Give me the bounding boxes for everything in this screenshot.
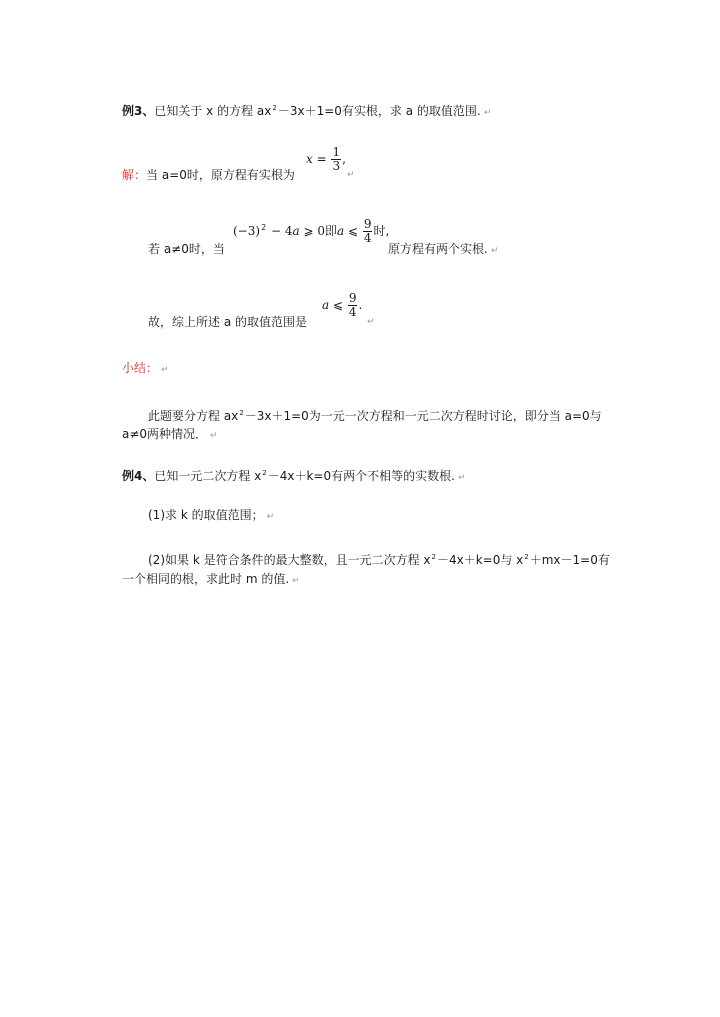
solution-line-2-tail xyxy=(388,241,498,259)
fraction-one-third xyxy=(331,146,341,173)
question-2-sup-2: 2 xyxy=(524,553,529,561)
summary-paragraph-line-2 xyxy=(122,426,218,444)
question-1-text: (1)求 k 的取值范围； xyxy=(148,508,264,522)
fraction-denominator: 4 xyxy=(363,231,372,245)
summary-text-b: －3x＋1=0为一元一次方程和一元二次方程时讨论，即分当 a=0与 xyxy=(244,409,602,423)
solution-line-1 xyxy=(122,167,295,183)
solution-line-2-tail-text: 原方程有两个实根. xyxy=(388,242,488,256)
math-leq: ⩽ xyxy=(344,224,362,238)
example-4-question-1 xyxy=(148,507,274,525)
solution-line-2-text xyxy=(148,241,225,257)
paragraph-mark: ↵ xyxy=(266,512,275,522)
math-a: a xyxy=(322,298,330,312)
paragraph-mark: ↵ xyxy=(367,317,375,327)
example-3-sup: 2 xyxy=(272,104,277,112)
summary-text-c: a≠0两种情况． xyxy=(122,427,208,441)
example-3-label: 例3、 xyxy=(122,104,155,118)
solution-line-1-text: 当 a=0时，原方程有实根为 xyxy=(146,168,295,182)
fraction-nine-fourths xyxy=(348,292,358,319)
paragraph-mark: ↵ xyxy=(457,473,466,483)
math-comma: , xyxy=(342,152,346,166)
question-2-text-b: －4x＋k=0与 x xyxy=(436,553,524,567)
math-minus-three: (−3) xyxy=(233,224,261,238)
fraction-denominator: 3 xyxy=(332,159,341,173)
math-geq-zero: ⩾ 0即 xyxy=(299,224,337,238)
solution-line-2-math xyxy=(233,218,389,245)
math-x-equals: x = xyxy=(306,152,331,166)
example-4-question-2-line-2 xyxy=(122,571,300,589)
solution-line-3-lead: 故，综上所述 a 的取值范围是 xyxy=(148,315,307,329)
paragraph-mark: ↵ xyxy=(292,576,300,586)
paragraph-mark: ↵ xyxy=(161,365,169,375)
summary-label: 小结： xyxy=(122,361,159,375)
fraction-numerator: 9 xyxy=(363,217,372,231)
solution-line-3-text xyxy=(148,314,307,330)
summary-text-a: 此题要分方程 ax xyxy=(148,409,239,423)
example-4-sup: 2 xyxy=(262,469,267,477)
example-4-text-a: 已知一元二次方程 x xyxy=(154,469,262,483)
fraction-nine-fourths xyxy=(363,218,373,245)
example-4-question-2-line-1 xyxy=(148,549,610,568)
solution-label: 解： xyxy=(122,168,147,182)
example-4-line xyxy=(122,465,466,486)
summary-heading xyxy=(122,360,169,378)
math-shi: 时, xyxy=(373,224,390,238)
math-a: a xyxy=(336,224,345,238)
paragraph-mark: ↵ xyxy=(210,431,218,441)
paragraph-mark: ↵ xyxy=(347,170,355,180)
example-3-text-b: －3x＋1=0有实根，求 a 的取值范围. xyxy=(277,104,481,118)
question-2-text-d: 一个相同的根，求此时 m 的值. xyxy=(122,572,290,586)
example-3-line xyxy=(122,100,491,121)
math-minus-four: − 4 xyxy=(267,224,293,238)
paragraph-mark: ↵ xyxy=(483,108,492,118)
math-a: a xyxy=(292,224,300,238)
math-square: 2 xyxy=(261,223,267,232)
summary-sup: 2 xyxy=(239,409,244,417)
solution-line-3-math xyxy=(322,292,362,319)
solution-line-2-lead: 若 a≠0时，当 xyxy=(148,242,225,256)
solution-line-1-math xyxy=(306,146,346,173)
fraction-numerator: 1 xyxy=(332,145,341,159)
question-2-text-c: ＋mx－1=0有 xyxy=(529,553,610,567)
question-2-sup-1: 2 xyxy=(431,553,436,561)
math-leq: ⩽ xyxy=(329,298,347,312)
example-4-text-b: －4x＋k=0有两个不相等的实数根. xyxy=(267,469,455,483)
fraction-denominator: 4 xyxy=(348,305,357,319)
summary-paragraph-line-1 xyxy=(148,405,602,424)
fraction-numerator: 9 xyxy=(348,291,357,305)
example-4-label: 例4、 xyxy=(122,469,155,483)
example-3-text-a: 已知关于 x 的方程 ax xyxy=(154,104,272,118)
question-2-text-a: (2)如果 k 是符合条件的最大整数，且一元二次方程 x xyxy=(148,553,431,567)
math-period: . xyxy=(358,298,363,312)
paragraph-mark: ↵ xyxy=(490,246,499,256)
